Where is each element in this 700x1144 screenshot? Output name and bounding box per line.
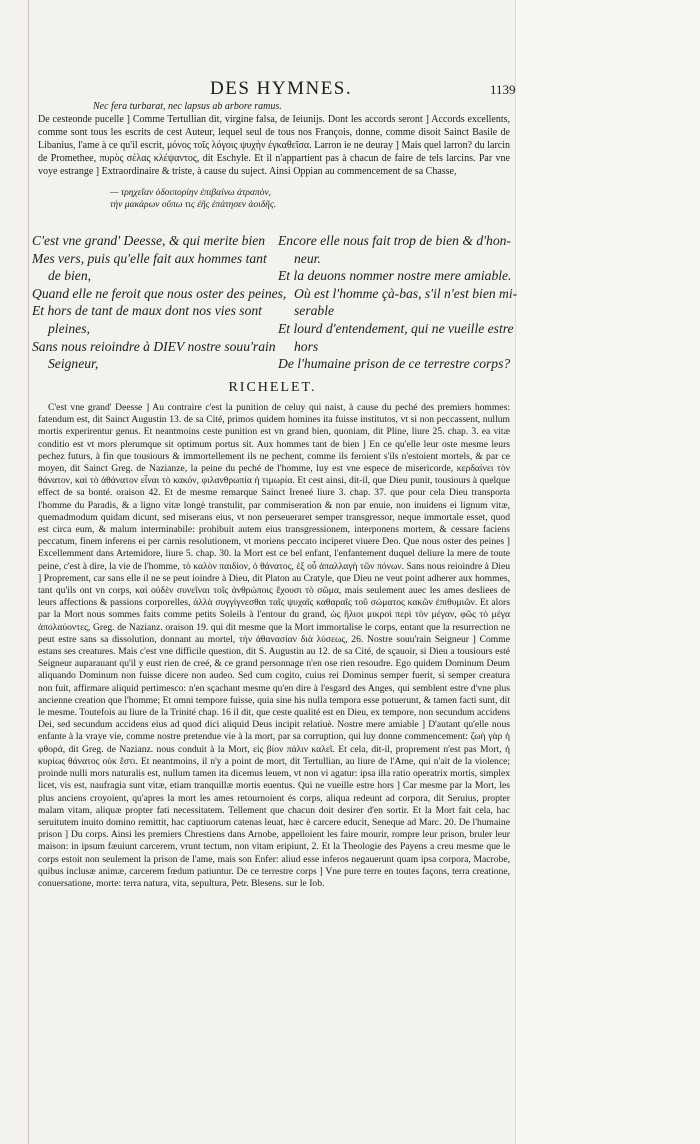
poem-line: Sans nous reioindre à DIEV nostre souu'rain — [32, 338, 276, 354]
latin-motto: Nec fera turbarat, nec lapsus ab arbore ramus. — [93, 101, 282, 112]
poem-line: Mes vers, puis qu'elle fait aux hommes tant — [32, 250, 267, 266]
running-title: DES HYMNES. — [210, 78, 353, 99]
poem-line: neur. — [294, 250, 321, 266]
page-header — [30, 78, 515, 102]
poem-line: Quand elle ne feroit que nous oster des peines, — [32, 285, 287, 301]
greek-quotation-line-2: τὴν μακάρων οὔπω τις ἐῆς ἐπάτησεν ἀοιδῆς. — [110, 200, 277, 210]
poem-line: Où est l'homme çà-bas, s'il n'est bien mi- — [294, 285, 518, 301]
poem-line: de bien, — [48, 268, 92, 284]
section-heading: RICHELET. — [228, 380, 317, 395]
commentary-text — [38, 402, 510, 890]
intro-paragraph: De cesteonde pucelle ] Comme Tertullian dit, virgine falsa, de Ieiunijs. Dont les accords seront ] Accords excellents, comme sont tous les escrits de cest Auteur, lequel seul de tous nos François, donne, comme disoit Sainct Basile de Libanius, l'ame à ce qu'il escrit, μόνος τοῖς λόγοις ψυχὴν ἐγκαθεῖσα. Larron ie ne deuray ] Mais quel larron? du larcin de Promethee, πυρὸς σέλας κλέψαντος, dit Eschyle. Et il n'appartient pas à chacun de faire de tels larcins. Par vne voye estrange ] Extraordinaire & triste, à cause du suject. Ainsi Oppian au commencement de sa Chasse, — [38, 114, 510, 177]
adjacent-page-margin — [515, 0, 700, 1144]
page-number: 1139 — [490, 82, 516, 97]
poem-line: hors — [294, 338, 319, 354]
commentary-paragraph: C'est vne grand' Deesse ] Au contraire c'est la punition de celuy qui naist, à cause du peché des premiers hommes: fatendum est, dit Sainct Augustin 13. de sa Cité, primos quidem homines ita fuisse institutos, vt si non peccassent, nullum mortis experirentur genus. Et neantmoins ceste punition est vn grand bien, quoniam, dit Pline, liure 25. chap. 3. ea vitæ conditio est vt mors plerumque sit optimum portus sit. Aux hommes tant de bien ] En ce qu'elle leur oste mesme leurs pechez futurs, à fin que tousiours & immortellement ils ne pechent, comme ils feroient s'ils n'estoient mortels, & par ce moyen, dit Sainct Greg. de Nazianze, la peine du peché de l'homme, luy est vne espece de misericorde, κερδαίνει τὸν θάνατον, καὶ τὸ ἀθάνατον εἶναι τὸ κακόν, φιλανθρωπία ἡ τιμωρία. Et cest ainsi, dit-il, que Dieu punit, tousiours à quelque effect de sa bonté. oraison 42. Et de mesme remarque Sainct Ireneé liure 3. chap. 37. que pour cela Dieu transporta l'homme du Paradis, & a ligno vitæ longè transtulit, par commiseration & non par enuie, non inuidens ei lignum vitæ, quemadmodum quidam dicunt, sed miserans eius, vt non perseueraret semper transgressor, neque immortale esset, quod est circa eum, & malum interminabile: prohibuit autem eius transgressionem, interponens mortem, & cessare faciens peccatum, finem inferens ei per carnis resolutionem, vt moriens peccato inciperet viuere Deo. Que nous oster des peines ] Excellemment dans Artemidore, liure 5. chap. 30. la Mort est ce bel enfant, l'enfantement duquel deliure la mere de toute peine, c'est à dire, la vie de l'homme, τὸ καλὸν παιδίον, ὁ θάνατος, ἐξ οὗ ἀπαλλαγὴ τῶν πόνων. Sans nous reioindre à Dieu ] Proprement, car sans elle il ne se peut ioindre à Dieu, dit Platon au Cratyle, que Dieu ne veut point adherer aux hommes, tant qu'ils ont vn corps, καὶ οὐδὲν συνεῖναι τοῖς ἀνθρώποις ἔχουσι τὸ σῶμα, mais seulement auec les ames desliees de leurs affections & passions corporelles, ἀλλὰ συγγίγνεσθαι ταῖς ψυχαῖς καθαραῖς τοῦ σώματος κακῶν ἐπιθυμιῶν. Et alors par la Mort nous sommes faits comme petits Soleils à l'entour du grand, ὡς ἥλιοι μικροὶ περὶ τὸν μέγαν, φῶς τὸ μέγα ἀπολαύοντες, Greg. de Nazianz. oraison 19. qui dit mesme que la Mort immortalise le corps, entant que la resurrection ne peut estre sans sa dissolution, donnant au mortel, τὴν ἀθανασίαν διὰ λύσεως, 26. Nostre souu'rain Seigneur ] Comme estans ses creatures. Mais c'est vne difficile question, dit S. Augustin au 12. de sa Cité, de sçauoir, si Dieu a tousiours esté Seigneur auparauant qu'il y eust rien de creé, & ce grand personnage n'en ose rien resoudre. Ego quidem Dominum Deum aliquando Dominum non fuisse dicere non audeo. Sed cum cogito, cuius rei Dominus semper fuerit, si semper creatura non fuit, affirmare aliquid pertimesco: n'en sçachant mesme qu'en dire à l'esgard des Anges, qui semblent estre d'vne plus ancienne creation que l'homme; Et omni tempore fuisse, quia sine his nulla tempora esse potuerunt, & tamen facti sunt, dit le mesme. Toutefois au liure de la Trinité chap. 16 il dit, que ceste qualité est en Dieu, ex tempore, non secundum accidens Dei, sed secundum accidens eius ad quod dici aliquid Deus incipit relatiuè. Nostre mere amiable ] D'autant qu'elle nous enfante à la vraye vie, comme nostre pretendue vie à la mort, par sa corruption, qui luy donne commencement: ζωὴ γὰρ ἡ φθορά, dit Greg. de Nazianz. nous conduit à la Mort, εἰς βίον πάλιν καλεῖ. Et cela, dit-il, proprement n'est pas Mort, ἡ κυρίως θάνατος οὐκ ἔστι. Et neantmoins, il n'y a point de mort, dit Tertullian, au liure de l'Ame, qui n'ait de la violence; proinde nulli mors naturalis est, nullum tamen ita dicemus leuem, vt non vi agatur: ipsa illa ratio operatrix mortis, simplex licet, vis est, naufragia sunt vitæ, etiam tranquillæ mortis euentus. Qui ne vueille estre hors ] Car mesme par la Mort, les plus anciens croyoient, qu'apres la mort les ames retournoient és corps, aliqua redeunt ad corpora, dit Seruius, propter malam vitam, aliquæ propter fati necessitatem. Tellement que chacun doit desirer d'en sortir. Et la Mort fait cela, hac seruitutem inuito domino remittit, hac captiuorum catenas leuat, hæc è carcere educit, Seneque ad Marc. 20. De l'humaine prison ] Du corps. Ainsi les premiers Chrestiens dans Arnobe, appelloient les faire mourir, rompre leur prison, bruler leur maison: in ipsum fæuiunt carcerem, vrunt tectum, non vitam eripiunt, 2. Et la Theologie des Payens a creu mesme que le corps estoit non seulement la prison de l'ame, mais son Enfer: aliud esse inferos negauerunt quam ipsa corpora, Macrobe, quibus inclusæ animæ, carcerem fœdum patiuntur. De ce terrestre corps ] Vne pure terre en toutes façons, terra creatione, conuersatione, morte: terra natura, vita, sepultura, Petr. Blesens. sur le Iob. — [38, 402, 510, 889]
poem-line: Et hors de tant de maux dont nos vies sont — [32, 303, 262, 319]
intro-notes — [38, 100, 510, 178]
poem-line: Seigneur, — [48, 356, 99, 372]
poem-line: C'est vne grand' Deesse, & qui merite bien — [32, 233, 266, 248]
poem-line: Et lourd d'entendement, qui ne vueille estre — [278, 320, 514, 336]
poem-line: Encore elle nous fait trop de bien & d'hon- — [278, 233, 511, 248]
greek-quotation-line-1: — τρηχεῖαν ὁδοιπορίην ἐπιβαίνω ἀτραπὸν, — [110, 188, 272, 198]
poem-right-column — [278, 232, 518, 373]
poem-line: De l'humaine prison de ce terrestre corps? — [278, 356, 511, 372]
poem-line: serable — [294, 303, 335, 319]
poem-line: pleines, — [48, 320, 90, 336]
poem-line: Et la deuons nommer nostre mere amiable. — [278, 268, 512, 284]
poem-left-column — [32, 232, 287, 373]
